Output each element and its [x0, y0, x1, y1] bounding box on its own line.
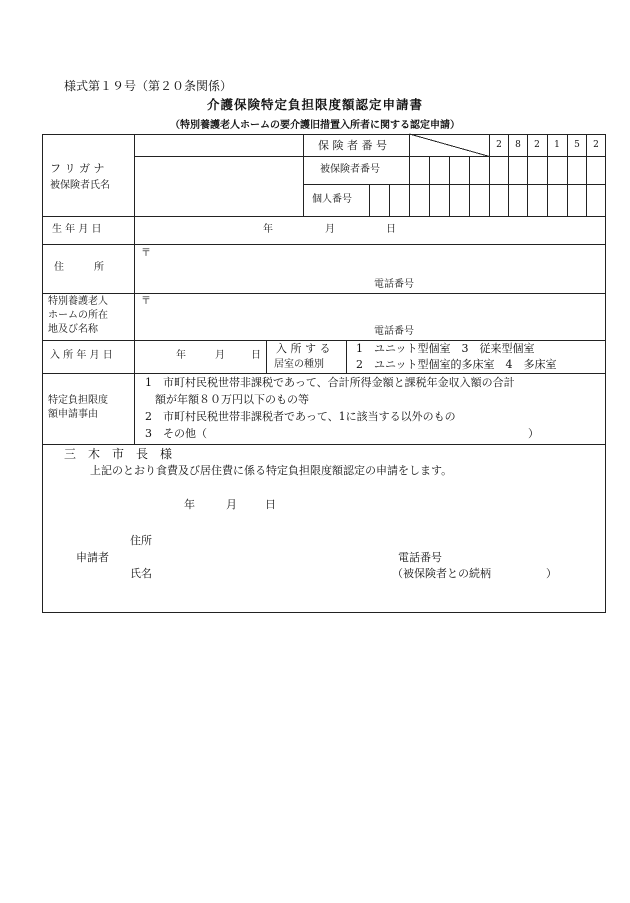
facility-label-line2: ホームの所在	[48, 310, 108, 321]
insurer-digit: 8	[515, 140, 521, 150]
insured-number-field[interactable]	[410, 157, 605, 183]
insured-name-label: 被保険者氏名	[50, 180, 110, 191]
reason-option-1-line1[interactable]: 1 市町村民税世帯非課税であって、合計所得金額と課税年金収入額の合計	[145, 376, 515, 389]
furigana-field[interactable]	[140, 139, 300, 153]
applicant-name-label: 氏名	[130, 567, 152, 580]
declaration-day-unit: 日	[265, 498, 276, 511]
addressee: 三 木 市 長 様	[64, 447, 173, 461]
facility-field[interactable]	[156, 296, 596, 324]
admission-date-label: 入 所 年 月 日	[50, 350, 113, 361]
room-option-row1[interactable]: 1 ユニット型個室 3 従来型個室	[356, 342, 535, 355]
furigana-label: フ リ ガ ナ	[50, 162, 105, 175]
address-label: 住 所	[54, 262, 104, 273]
admission-year-unit: 年	[176, 350, 186, 361]
form-subtitle: （特別養護老人ホームの要介護旧措置入所者に関する認定申請）	[170, 120, 460, 131]
room-type-label-line1: 入 所 す る	[276, 342, 331, 355]
admission-day-unit: 日	[251, 350, 261, 361]
applicant-label: 申請者	[76, 551, 109, 564]
insurer-digit: 2	[534, 140, 540, 150]
reason-option-1-line2: 額が年額８０万円以下のもの等	[155, 393, 309, 406]
insured-name-field[interactable]	[140, 160, 300, 212]
facility-label-line1: 特別養護老人	[48, 296, 108, 307]
insurer-digit: 2	[496, 140, 502, 150]
personal-number-label: 個人番号	[312, 194, 352, 205]
relation-field[interactable]: （被保険者との続柄 ）	[392, 567, 557, 580]
applicant-phone-label: 電話番号	[398, 551, 442, 564]
declaration-month-unit: 月	[226, 498, 237, 511]
declaration-statement: 上記のとおり食費及び居住費に係る特定負担限度額認定の申請をします。	[90, 464, 453, 477]
address-field[interactable]	[156, 247, 596, 275]
insurer-digit: 5	[574, 140, 580, 150]
birth-year-unit: 年	[263, 224, 273, 235]
reason-label-line1: 特定負担限度	[48, 395, 108, 406]
facility-phone-label: 電話番号	[374, 326, 414, 337]
room-type-label-line2: 居室の種別	[274, 359, 324, 370]
applicant-address-label: 住所	[130, 534, 152, 547]
declaration-year-unit: 年	[184, 498, 195, 511]
birth-day-unit: 日	[386, 224, 396, 235]
reason-option-3[interactable]: 3 その他（	[145, 427, 207, 440]
insurer-digit: 2	[593, 140, 599, 150]
reason-option-3-close: ）	[528, 427, 539, 440]
facility-postal-mark: 〒	[141, 296, 151, 307]
admission-month-unit: 月	[215, 350, 225, 361]
insurer-digit: 1	[554, 140, 560, 150]
room-option-row2[interactable]: 2 ユニット型個室的多床室 4 多床室	[356, 358, 557, 371]
address-phone-label: 電話番号	[374, 279, 414, 290]
facility-label-line3: 地及び名称	[48, 324, 98, 335]
birth-month-unit: 月	[325, 224, 335, 235]
form-title: 介護保険特定負担限度額認定申請書	[206, 97, 423, 112]
postal-mark: 〒	[141, 248, 151, 259]
birth-date-label: 生 年 月 日	[52, 224, 102, 235]
insured-number-label: 被保険者番号	[320, 164, 380, 175]
form-number: 様式第１９号（第２０条関係）	[64, 79, 233, 93]
personal-number-field[interactable]	[370, 185, 605, 215]
insurer-number-label: 保 険 者 番 号	[318, 139, 387, 152]
reason-label-line2: 額申請事由	[48, 409, 98, 420]
reason-option-2[interactable]: 2 市町村民税世帯非課税者であって、1に該当する以外のもの	[145, 410, 456, 423]
